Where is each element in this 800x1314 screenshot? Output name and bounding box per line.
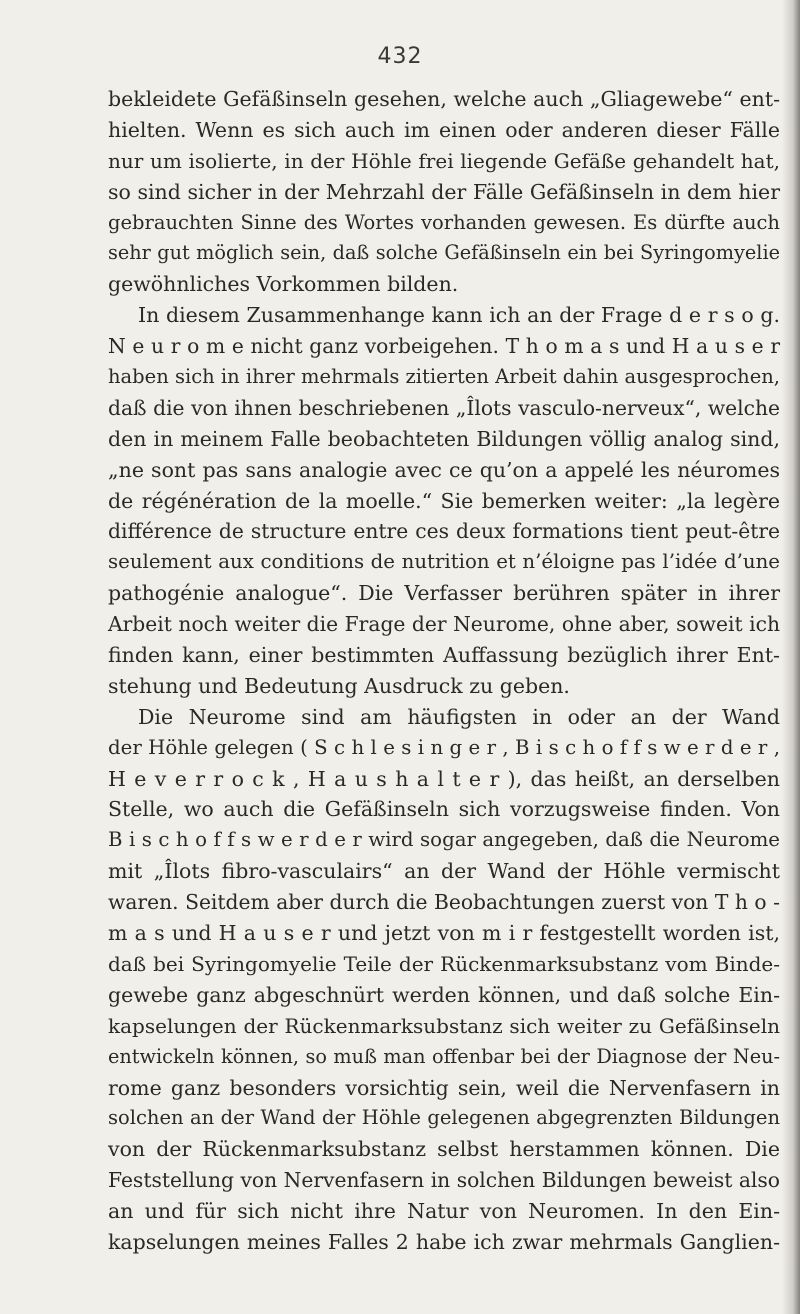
text-line: seulement aux conditions de nutrition et n’éloigne pas l’idée d’une <box>108 550 780 574</box>
text-line: kapselungen meines Falles 2 habe ich zwar mehrmals Ganglien- <box>108 1229 780 1254</box>
text-line: mit „Îlots fibro-vasculairs“ an der Wand der Höhle vermischt <box>108 859 780 884</box>
text-line: entwickeln können, so muß man offenbar bei der Diagnose der Neu- <box>108 1044 780 1068</box>
text-line: bekleidete Gefäßinseln gesehen, welche auch „Gliagewebe“ ent- <box>108 87 780 111</box>
text-line: den in meinem Falle beobachteten Bildungen völlig analog sind, <box>108 426 780 451</box>
text-line: nur um isolierte, in der Höhle frei liegende Gefäße gehandelt hat, <box>108 148 780 173</box>
text-line: „ne sont pas sans analogie avec ce qu’on a appelé les néuromes <box>108 457 780 482</box>
text-line: m a s und H a u s e r und jetzt von m i r festgestellt worden ist, <box>108 921 780 946</box>
body-text <box>108 84 780 1258</box>
text-line: solchen an der Wand der Höhle gelegenen abgegrenzten Bildungen <box>108 1106 780 1130</box>
text-line: von der Rückenmarksubstanz selbst herstammen können. Die <box>108 1137 780 1162</box>
text-line: rome ganz besonders vorsichtig sein, weil die Nervenfasern in <box>108 1075 780 1100</box>
text-line: de régénération de la moelle.“ Sie bemerken weiter: „la legère <box>108 488 780 513</box>
text-line: B i s c h o f f s w e r d e r wird sogar angegeben, daß die Neurome <box>108 828 780 852</box>
text-line: waren. Seitdem aber durch die Beobachtungen zuerst von T h o - <box>108 890 780 915</box>
text-line: daß bei Syringomyelie Teile der Rückenmarksubstanz vom Binde- <box>108 951 780 976</box>
text-line: an und für sich nicht ihre Natur von Neuromen. In den Ein- <box>108 1199 780 1224</box>
text-line: sehr gut möglich sein, daß solche Gefäßinseln ein bei Syringomyelie <box>108 241 780 265</box>
text-line: In diesem Zusammenhange kann ich an der Frage d e r s o g. <box>138 303 780 328</box>
text-line: hielten. Wenn es sich auch im einen oder anderen dieser Fälle <box>108 117 780 142</box>
text-line: différence de structure entre ces deux formations tient peut-être <box>108 519 780 544</box>
page-number: 432 <box>377 44 423 69</box>
text-line: kapselungen der Rückenmarksubstanz sich weiter zu Gefäßinseln <box>108 1013 780 1038</box>
text-line: der Höhle gelegen ( S c h l e s i n g e r , B i s c h o f f s w e r d e r , <box>108 735 780 759</box>
text-line: pathogénie analogue“. Die Verfasser berühren später in ihrer <box>108 581 780 606</box>
text-line: N e u r o m e nicht ganz vorbeigehen. T h o m a s und H a u s e r <box>108 334 780 359</box>
text-line: daß die von ihnen beschriebenen „Îlots vasculo-nerveux“, welche <box>108 395 780 420</box>
page-edge-shadow <box>782 0 800 1314</box>
text-line: haben sich in ihrer mehrmals zitierten Arbeit dahin ausgesprochen, <box>108 365 781 389</box>
text-line: finden kann, einer bestimmten Auffassung bezüglich ihrer Ent- <box>108 643 780 668</box>
text-line: gewöhnliches Vorkommen bilden. <box>108 272 459 297</box>
text-line: Feststellung von Nervenfasern in solchen Bildungen beweist also <box>108 1168 780 1193</box>
text-line: Arbeit noch weiter die Frage der Neurome, ohne aber, soweit ich <box>108 612 780 637</box>
text-line: so sind sicher in der Mehrzahl der Fälle Gefäßinseln in dem hier <box>108 179 780 204</box>
text-line: H e v e r r o c k , H a u s h a l t e r ), das heißt, an derselben <box>108 766 780 791</box>
text-line: gewebe ganz abgeschnürt werden können, und daß solche Ein- <box>108 982 780 1007</box>
text-line: Die Neurome sind am häufigsten in oder an der Wand <box>138 704 780 729</box>
text-line: gebrauchten Sinne des Wortes vorhanden gewesen. Es dürfte auch <box>108 210 780 234</box>
text-line: Stelle, wo auch die Gefäßinseln sich vorzugsweise finden. Von <box>108 797 780 822</box>
text-line: stehung und Bedeutung Ausdruck zu geben. <box>108 673 570 698</box>
